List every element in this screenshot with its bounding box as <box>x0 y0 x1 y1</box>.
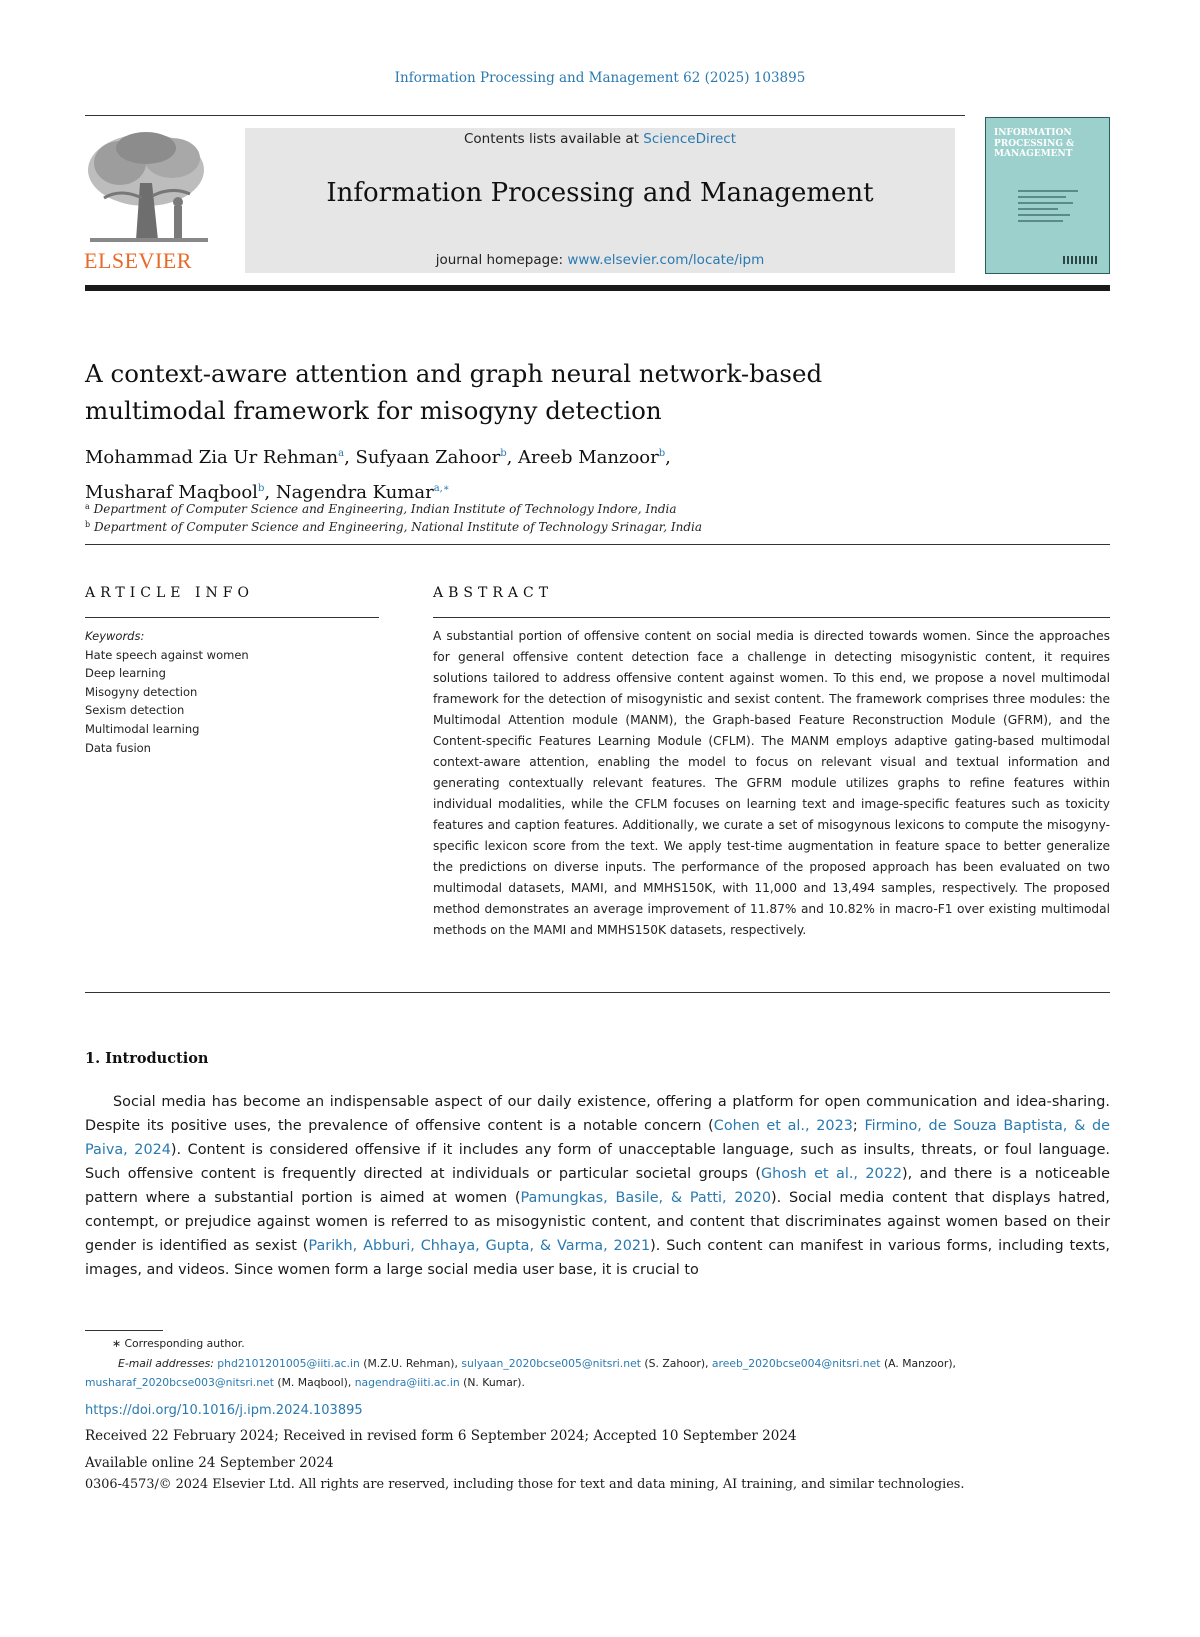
keyword: Sexism detection <box>85 703 185 718</box>
author[interactable]: Nagendra Kumar <box>275 482 434 503</box>
title-block-rule <box>85 544 1110 545</box>
citation-link[interactable]: Pamungkas, Basile, & Patti, 2020 <box>520 1190 772 1206</box>
email-owner: (M.Z.U. Rehman), <box>363 1357 458 1370</box>
keywords-label: Keywords: <box>85 629 145 643</box>
contents-prefix: Contents lists available at <box>463 131 644 147</box>
keyword: Multimodal learning <box>85 721 200 736</box>
cover-title: INFORMATION PROCESSING & MANAGEMENT <box>994 128 1075 159</box>
author-list: Mohammad Zia Ur Rehman$^a$, Sufyaan Zahoor$^b$, Areeb Manzoor$^b$, Musharaf Maqbool$^b$, Nagendra Kumar$^{a,∗}$ <box>85 447 671 503</box>
email-label: E-mail addresses: <box>118 1357 214 1370</box>
keyword: Hate speech against women <box>85 647 249 662</box>
abstract-end-rule <box>85 992 1110 993</box>
intro-text: ). Such content can manifest in various forms, including texts, images, and videos. Since women form a large social media user base, it is crucial to <box>85 1238 1110 1278</box>
section-heading-introduction: 1. Introduction <box>85 1050 209 1067</box>
email-owner: (S. Zahoor), <box>644 1357 709 1370</box>
homepage-prefix: journal homepage: <box>435 252 568 268</box>
sciencedirect-link[interactable]: ScienceDirect <box>643 131 737 147</box>
available-online: Available online 24 September 2024 <box>85 1455 334 1471</box>
email-link[interactable]: sulyaan_2020bcse005@nitsri.net <box>461 1357 641 1370</box>
abstract-rule <box>433 617 1110 618</box>
top-rule <box>85 115 965 116</box>
affil-text: Department of Computer Science and Engineering, National Institute of Technology Srinagar, India <box>93 520 702 534</box>
intro-text: ). Content is considered offensive if it includes any form of unacceptable language, such as insults, threats, or foul language. Such offensive content is frequently directed at individuals or particular societal groups ( <box>85 1142 1110 1182</box>
affil-text: Department of Computer Science and Engineering, Indian Institute of Technology Indore, India <box>93 502 677 516</box>
intro-text: Social media has become an indispensable aspect of our daily existence, offering a platform for open communication and idea-sharing. Despite its positive uses, the prevalence of offensive content is a notable concern ( <box>85 1094 1110 1134</box>
affiliation-a <box>85 502 677 516</box>
keyword: Deep learning <box>85 666 166 681</box>
citation-link[interactable]: Parikh, Abburi, Chhaya, Gupta, & Varma, 2021 <box>308 1238 651 1254</box>
copyright-line: 0306-4573/© 2024 Elsevier Ltd. All rights are reserved, including those for text and data mining, AI training, and similar technologies. <box>85 1477 965 1492</box>
author-affil-mark[interactable]: a,∗ <box>433 483 450 494</box>
abstract-text: A substantial portion of offensive content on social media is directed towards women. Since the approaches for general offensive content detection face a challenge in detecting misogynistic content, it requires solutions tailored to address offensive content against women. To this end, we propose a novel multimodal framework for the detection of misogynistic and sexist content. The framework comprises three modules: the Multimodal Attention module (MANM), the Graph-based Feature Reconstruction Module (GFRM), and the Content-specific Features Learning Module (CFLM). The MANM employs adaptive gating-based multimodal context-aware attention, enabling the model to focus on relevant visual and textual information and generating contextually relevant features. The GFRM module utilizes graphs to refine features within individual modalities, while the CFLM focuses on learning text and image-specific features such as toxicity features and caption features. Additionally, we curate a set of misogynous lexicons to compute the misogyny-specific lexicon score from the text. We apply test-time augmentation in feature space to better generalize the predictions on diverse inputs. The performance of the proposed approach has been evaluated on two multimodal datasets, MAMI, and MMHS150K, with 11,000 and 13,494 samples, respectively. The proposed method demonstrates an average improvement of 11.87% and 10.82% in macro-F1 over existing multimodal methods on the MAMI and MMHS150K datasets, respectively. <box>433 629 1110 937</box>
keywords-block <box>85 627 379 757</box>
email-owner: (M. Maqbool), <box>277 1376 352 1389</box>
corresponding-text: Corresponding author. <box>124 1337 245 1350</box>
article-info-rule <box>85 617 379 618</box>
affiliation-b <box>85 520 702 534</box>
contents-line <box>245 131 955 147</box>
author[interactable]: Sufyaan Zahoor <box>355 447 501 468</box>
citation-link[interactable]: Firmino, de Souza Baptista, & de Paiva, 2024 <box>85 1118 1110 1158</box>
doi-link[interactable] <box>85 1403 363 1418</box>
title-line-2: multimodal framework for misogyny detection <box>85 396 662 425</box>
doi-url[interactable]: https://doi.org/10.1016/j.ipm.2024.103895 <box>85 1403 363 1418</box>
cover-text-lines <box>1018 190 1078 226</box>
publisher-wordmark: ELSEVIER <box>84 248 192 273</box>
email-link[interactable]: nagendra@iiti.ac.in <box>354 1376 460 1389</box>
keyword: Misogyny detection <box>85 684 198 699</box>
author-affil-mark[interactable]: a <box>338 448 345 459</box>
introduction-paragraph <box>85 1090 1110 1282</box>
author[interactable]: Musharaf Maqbool <box>85 482 258 503</box>
article-title <box>85 355 985 429</box>
email-line-2 <box>85 1373 1110 1393</box>
footnote-mark: ∗ <box>112 1337 122 1350</box>
article-info-heading: ARTICLE INFO <box>85 585 254 601</box>
intro-text: ). Social media content that displays hatred, contempt, or prejudice against women is referred to as misogynistic content, and content that discriminates against women based on their gender is identified as sexist ( <box>85 1190 1110 1254</box>
email-link[interactable]: musharaf_2020bcse003@nitsri.net <box>85 1376 274 1389</box>
author[interactable]: Mohammad Zia Ur Rehman <box>85 447 339 468</box>
received-dates: Received 22 February 2024; Received in revised form 6 September 2024; Accepted 10 September 2024 <box>85 1428 797 1444</box>
author-affil-mark[interactable]: b <box>257 483 265 494</box>
affil-sup: a <box>85 502 90 511</box>
citation-link[interactable]: Cohen et al., 2023 <box>713 1118 853 1134</box>
author-affil-mark[interactable]: b <box>658 448 666 459</box>
barcode-icon <box>1063 256 1097 264</box>
intro-text: ), and there is a noticeable pattern where a substantial portion is aimed at women ( <box>85 1166 1110 1206</box>
keyword: Data fusion <box>85 740 151 755</box>
email-line-1 <box>118 1354 1108 1374</box>
homepage-link[interactable]: www.elsevier.com/locate/ipm <box>567 252 765 268</box>
footnote-rule <box>85 1330 163 1331</box>
title-line-1: A context-aware attention and graph neural network-based <box>85 359 823 388</box>
email-link[interactable]: phd2101201005@iiti.ac.in <box>217 1357 360 1370</box>
journal-cover[interactable] <box>985 117 1110 274</box>
author-affil-mark[interactable]: b <box>500 448 507 459</box>
masthead-rule <box>85 285 1110 291</box>
email-owner: (N. Kumar). <box>463 1376 525 1389</box>
journal-title: Information Processing and Management <box>326 178 874 208</box>
author[interactable]: Areeb Manzoor <box>518 447 659 468</box>
abstract-heading: ABSTRACT <box>433 585 554 601</box>
affil-sup: b <box>85 520 91 529</box>
email-link[interactable]: areeb_2020bcse004@nitsri.net <box>711 1357 881 1370</box>
corresponding-author-note <box>112 1334 1102 1354</box>
homepage-line <box>245 252 955 268</box>
intro-text: ; <box>852 1118 865 1134</box>
running-head[interactable]: Information Processing and Management 62 (2025) 103895 <box>394 70 806 86</box>
citation-link[interactable]: Ghosh et al., 2022 <box>760 1166 903 1182</box>
email-owner: (A. Manzoor), <box>883 1357 956 1370</box>
